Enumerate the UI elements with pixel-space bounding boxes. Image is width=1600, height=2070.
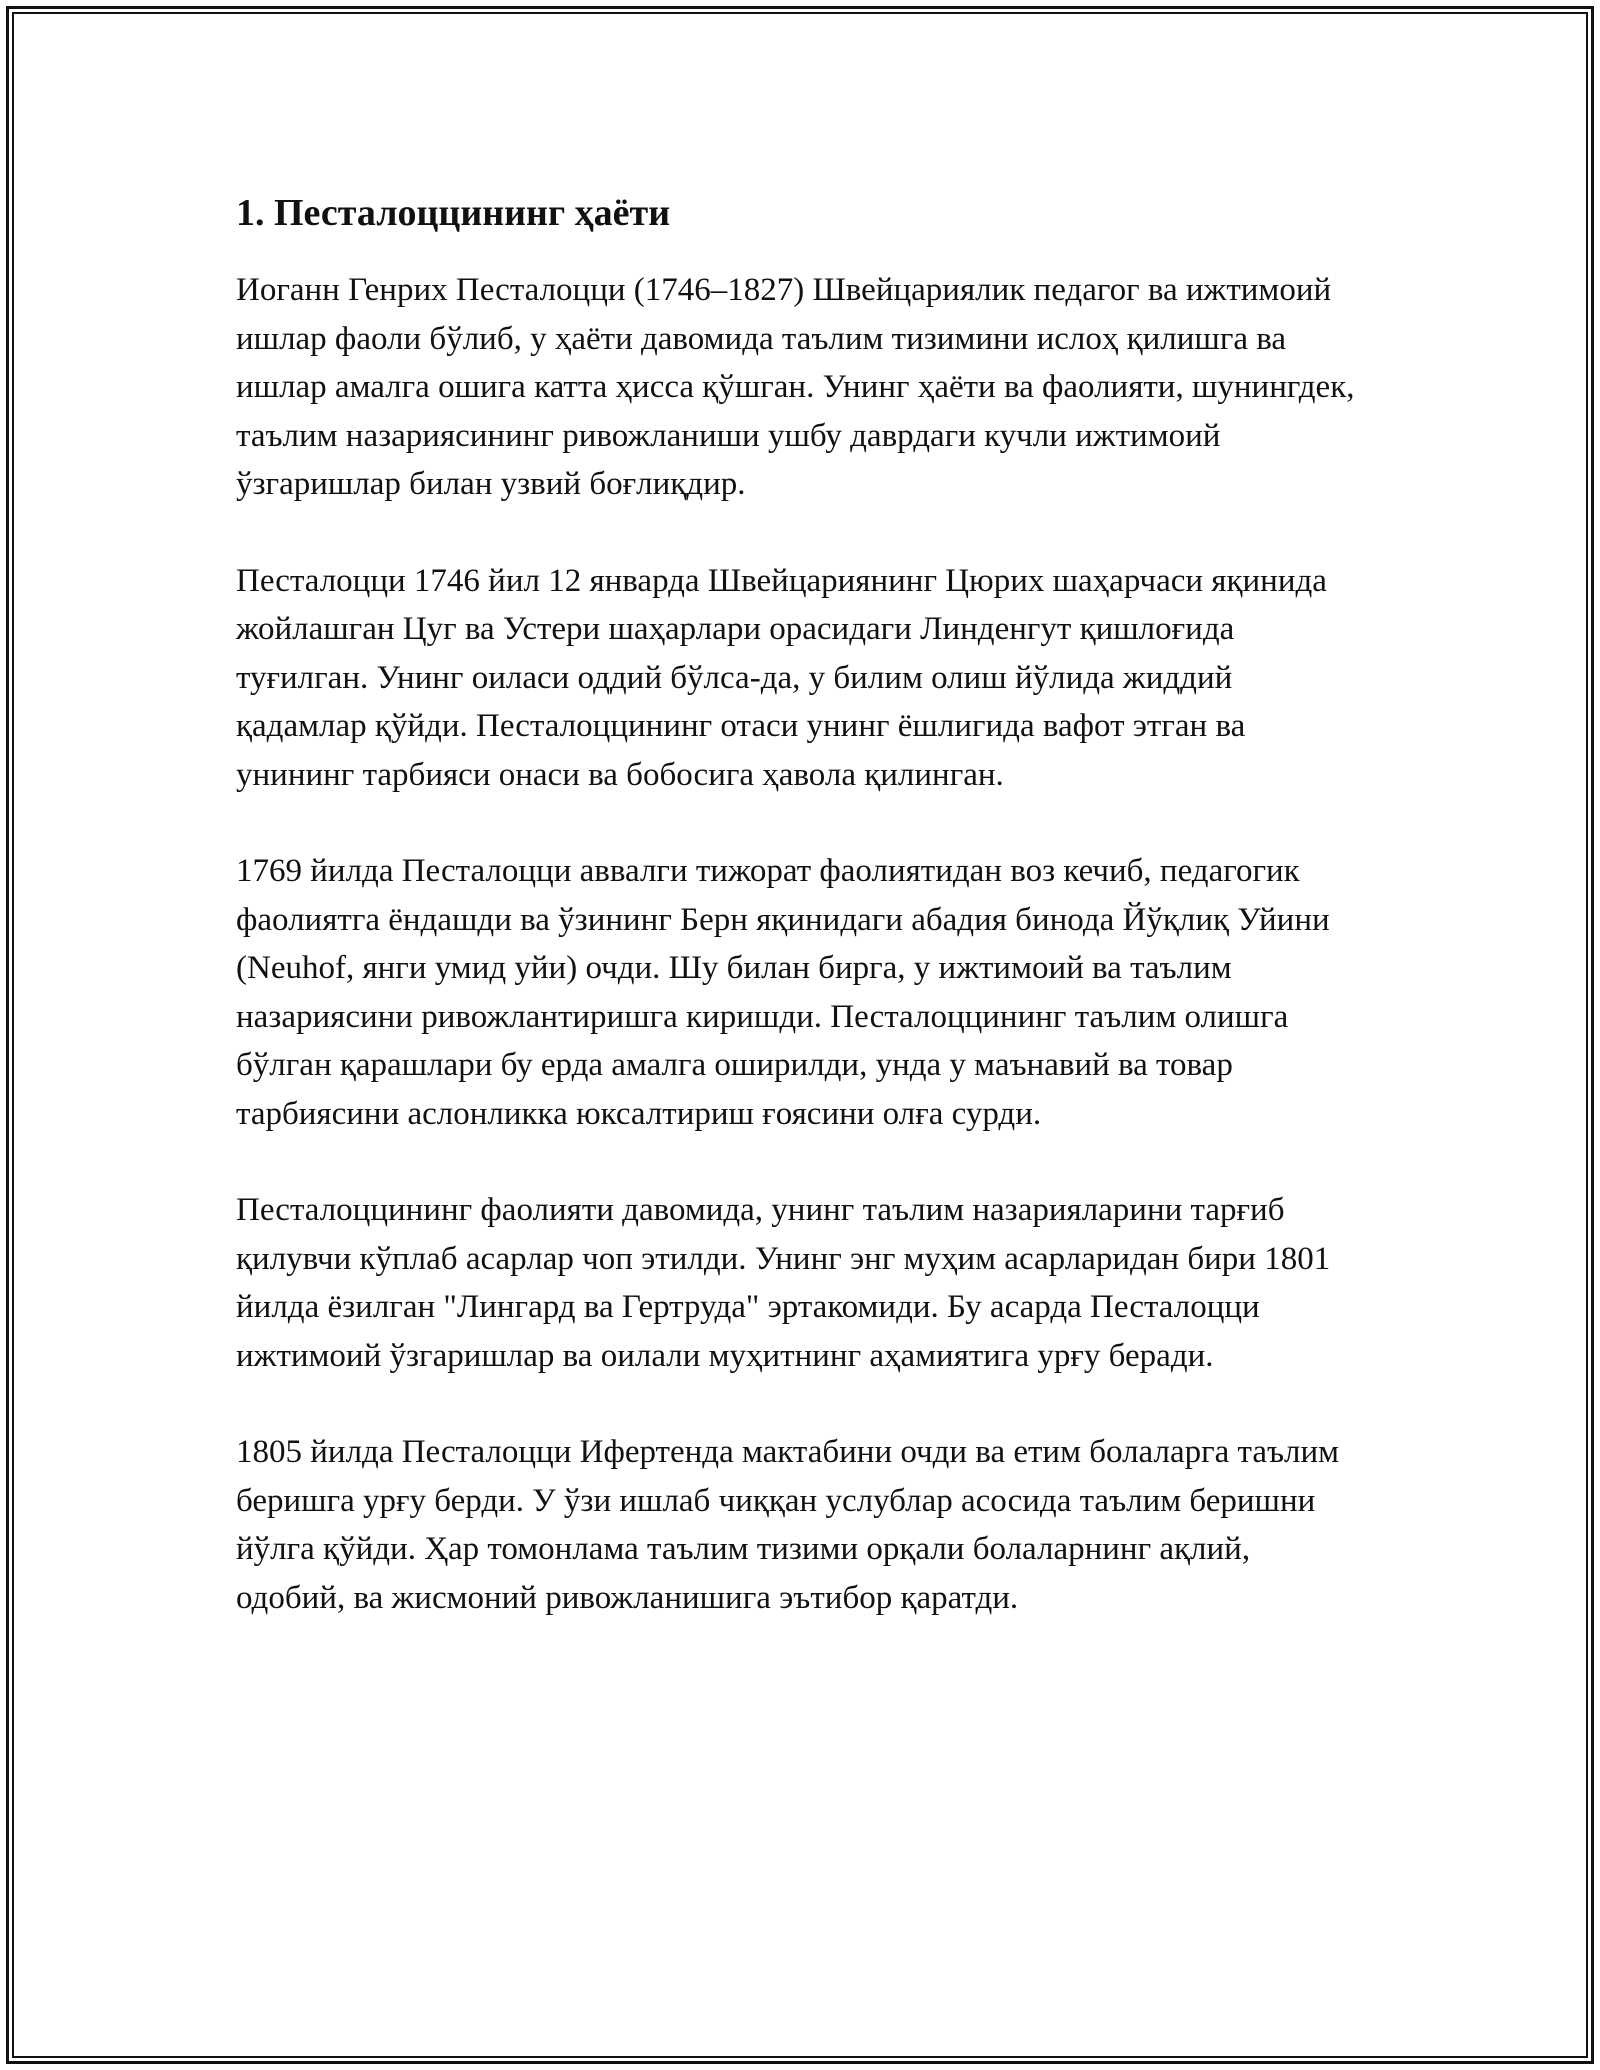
document-body <box>236 186 1366 1670</box>
paragraph-neuhof: 1769 йилда Песталоцци аввалги тижорат фаолиятидан воз кечиб, педагогик фаолиятга ёндашди ва ўзининг Берн яқинидаги абадия бинода Йўқлиқ Уйини (Neuhof, янги умид уйи) очди. Шу билан бирга, у ижтимоий ва таълим назариясини ривожлантиришга киришди. Песталоццининг таълим олишга бўлган қарашлари бу ерда амалга оширилди, унда у маънавий ва товар тарбиясини аслонликка юксалтириш ғоясини олға сурди. <box>236 853 1330 1132</box>
paragraph-works: Песталоццининг фаолияти давомида, унинг таълим назарияларини тарғиб қилувчи кўплаб асарлар чоп этилди. Унинг энг муҳим асарларидан бири 1801 йилда ёзилган "Лингард ва Гертруда" эртакомиди. Бу асарда Песталоцци ижтимоий ўзгаришлар ва оилали муҳитнинг аҳамиятига урғу беради. <box>236 1192 1331 1374</box>
page-title: 1. Песталоццининг ҳаёти <box>236 192 671 234</box>
paragraph-birth-childhood: Песталоцци 1746 йил 12 январда Швейцариянинг Цюрих шаҳарчаси яқинида жойлашган Цуг ва Устери шаҳарлари орасидаги Линденгут қишлоғида туғилган. Унинг оиласи оддий бўлса-да, у билим олиш йўлида жиддий қадамлар қўйди. Песталоццининг отаси унинг ёшлигида вафот этган ва унининг тарбияси онаси ва бобосига ҳавола қилинган. <box>236 562 1327 793</box>
paragraph-yverdon-school: 1805 йилда Песталоцци Ифертенда мактабини очди ва етим болаларга таълим беришга урғу берди. У ўзи ишлаб чиққан услублар асосида таълим беришни йўлга қўйди. Ҳар томонлама таълим тизими орқали болаларнинг ақлий, одобий, ва жисмоний ривожланишига эътибор қаратди. <box>236 1434 1340 1616</box>
paragraph-biography-intro: Иоганн Генрих Песталоцци (1746–1827) Швейцариялик педагог ва ижтимоий ишлар фаоли бўлиб, у ҳаёти давомида таълим тизимини ислоҳ қилишга ва ишлар амалга ошига катта ҳисса қўшган. Унинг ҳаёти ва фаолияти, шунингдек, таълим назариясининг ривожланиши ушбу даврдаги кучли ижтимоий ўзгаришлар билан узвий боғлиқдир. <box>236 272 1355 502</box>
